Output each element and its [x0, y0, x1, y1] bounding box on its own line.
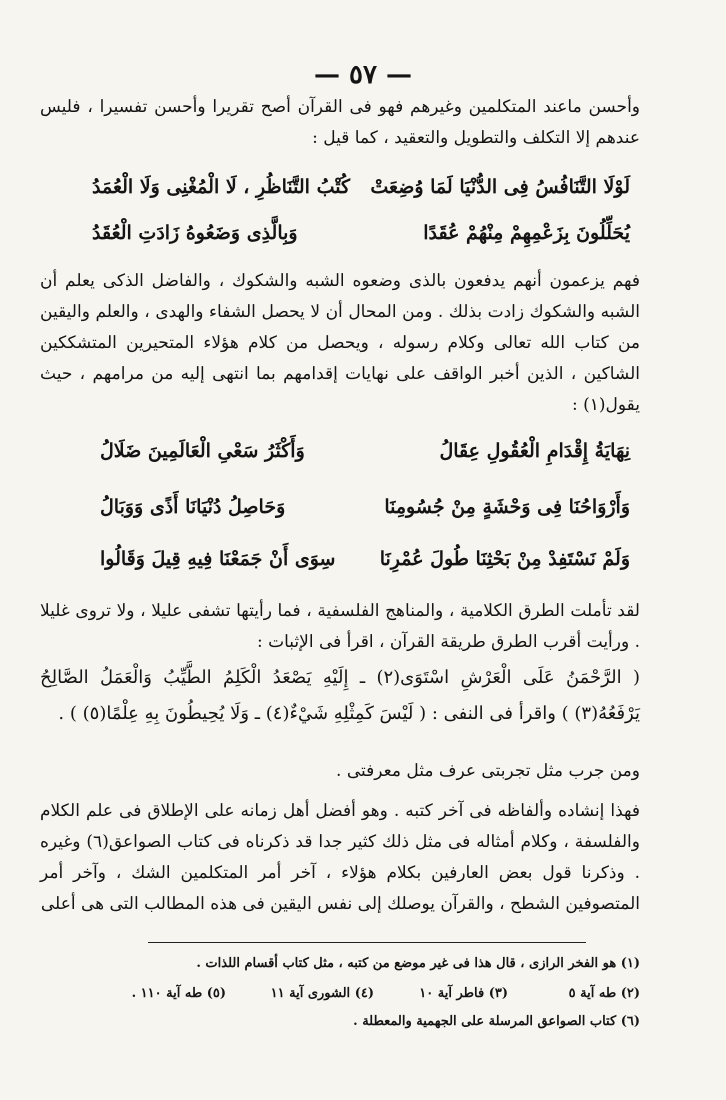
footnote-6: (٦) كتاب الصواعق المرسلة على الجهمية والمعطلة .	[353, 1014, 640, 1029]
page-number: — ٥٧ —	[313, 60, 413, 90]
verse-3-first-hemistich: نِهَايَةُ إِقْدَامِ الْعُقُولِ عِقَالُ	[439, 440, 630, 462]
verse-1-first-hemistich: لَوْلَا التَّنَافُسُ فِى الدُّنْيَا لَمَا وُضِعَتْ	[370, 176, 630, 198]
footnote-3: (٣) فاطر آية ١٠	[419, 986, 508, 1001]
footnote-4: (٤) الشورى آية ١١	[270, 986, 374, 1001]
verse-3-second-hemistich: وَأَكْثَرُ سَعْىِ الْعَالَمِينَ ضَلَالُ	[100, 440, 305, 462]
verse-1-second-hemistich: كُتْبُ التَّنَاظُرِ ، لَا الْمُغْنِى وَلَا الْعُمَدُ	[92, 176, 351, 198]
paragraph-2: فهم يزعمون أنهم يدفعون بالذى وضعوه الشبه والشكوك ، والفاضل الذكى يعلم أن الشبه والشكوك زادت بذلك . ومن المحال أن لا يحصل الشفاء والهدى ، والعلم واليقين من كتاب الله تعالى وكلام رسوله ، ويحصل من كلام هؤلاء المتحيرين المتشككين الشاكين ، الذين أخبر الواقف على نهايات إقدامهم بما انتهى إليه من مرامهم ، حيث يقول(١) :	[40, 271, 640, 415]
paragraph-5: ومن جرب مثل تجربتى عرف مثل معرفتى .	[336, 761, 640, 781]
paragraph-1: وأحسن ماعند المتكلمين وغيرهم فهو فى القرآن أصح تقريرا وأحسن تفسيرا ، فليس عندهم إلا التكلف والتطويل والتعقيد ، كما قيل :	[40, 97, 640, 148]
verse-2-first-hemistich: يُحَلِّلُونَ بِزَعْمِهِمْ مِنْهُمْ عُقَدًا	[423, 222, 630, 244]
paragraph-6: فهذا إنشاده وألفاظه فى آخر كتبه . وهو أفضل أهل زمانه على الإطلاق فى علم الكلام والفلسفة ، وكلام أمثاله فى مثل ذلك كثير جدا قد ذكرناه فى كتاب الصواعق(٦) وغيره . وذكرنا قول بعض العارفين بكلام هؤلاء ، آخر أمر المتكلمين الشك ، وآخر أمر المتصوفين الشطح ، والقرآن يوصلك إلى نفس اليقين فى هذه المطالب التى هى أعلى	[40, 801, 640, 914]
paragraph-3: لقد تأملت الطرق الكلامية ، والمناهج الفلسفية ، فما رأيتها تشفى عليلا ، ولا تروى غليلا . ورأيت أقرب الطرق طريقة القرآن ، اقرأ فى الإثبات :	[40, 601, 640, 652]
verse-5-second-hemistich: سِوَى أَنْ جَمَعْنَا فِيهِ قِيلَ وَقَالُوا	[100, 548, 336, 570]
verse-4-second-hemistich: وَحَاصِلُ دُنْيَانَا أَذًى وَوَبَالُ	[100, 496, 286, 518]
verse-5-first-hemistich: وَلَمْ نَسْتَفِدْ مِنْ بَحْثِنَا طُولَ عُمْرِنَا	[379, 548, 630, 570]
footnote-divider	[148, 942, 586, 943]
paragraph-4-quranic-verses: ( الرَّحْمَنُ عَلَى الْعَرْشِ اسْتَوَى(٢) ـ إِلَيْهِ يَصْعَدُ الْكَلِمُ الطَّيِّبُ وَالْعَمَلُ الصَّالِحُ يَرْفَعُهُ(٣) ) واقرأ فى النفى : ( لَيْسَ كَمِثْلِهِ شَيْءٌ(٤) ـ وَلَا يُحِيطُونَ بِهِ عِلْمًا(٥) ) .	[40, 667, 640, 724]
verse-4-first-hemistich: وَأَرْوَاحُنَا فِى وَحْشَةٍ مِنْ جُسُومِنَا	[384, 496, 630, 518]
footnote-2: (٢) طه آية ٥	[568, 986, 640, 1001]
verse-2-second-hemistich: وَبِالَّذِى وَضَعُوهُ زَادَتِ الْعُقَدُ	[92, 222, 298, 244]
footnote-5: (٥) طه آية ١١٠ .	[131, 986, 226, 1001]
footnote-1: (١) هو الفخر الرازى ، قال هذا فى غير موضع من كتبه ، مثل كتاب أقسام اللذات .	[196, 956, 640, 971]
